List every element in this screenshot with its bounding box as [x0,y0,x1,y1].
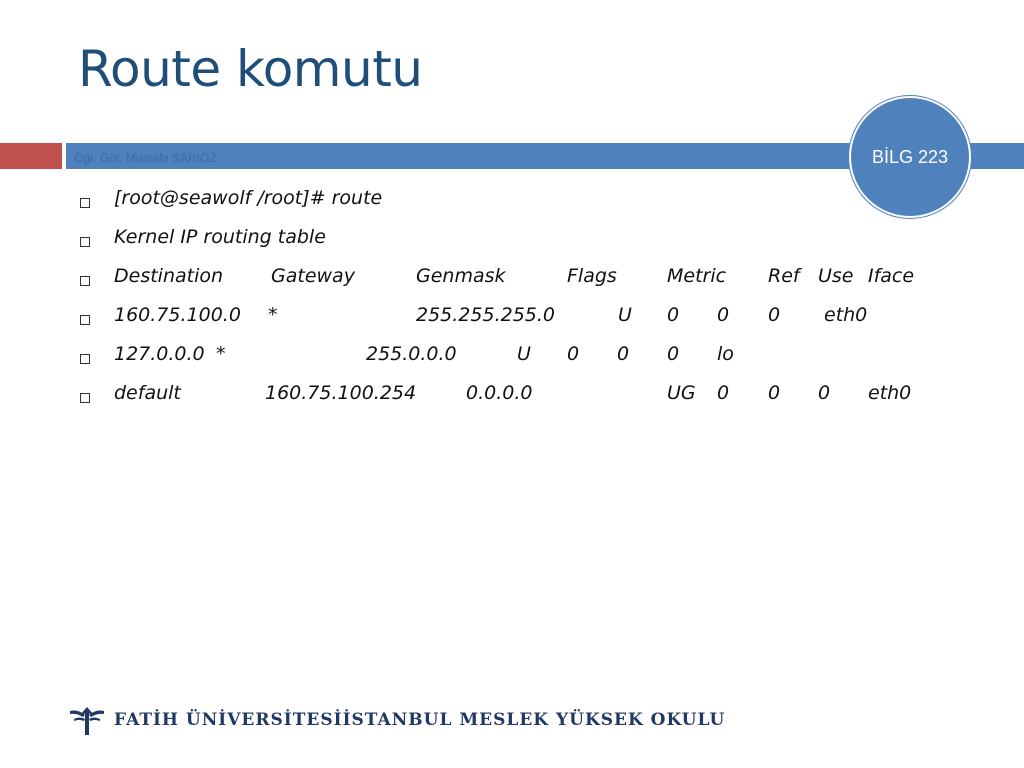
cell-flags: U [517,343,531,365]
cell-ref: 0 [768,382,781,404]
cell-gateway: 160.75.100.254 [265,382,417,404]
cell-use: 0 [818,382,831,404]
cell-gateway: * [268,304,278,326]
col-flags: Flags [567,265,617,287]
cell-gateway: * [216,343,226,365]
square-bullet-icon [80,237,90,247]
command-text: [root@seawolf /root]# route [114,187,383,209]
cell-use: 0 [667,343,680,365]
col-gateway: Gateway [271,265,355,287]
cell-flags: UG [667,382,696,404]
accent-bar-red [0,143,62,169]
col-ref: Ref [768,265,800,287]
course-badge [849,96,971,218]
square-bullet-icon [80,315,90,325]
col-use: Use [818,265,854,287]
cell-destination: default [114,382,181,404]
cell-iface: eth0 [824,304,868,326]
cell-genmask: 255.0.0.0 [366,343,457,365]
university-name: FATİH ÜNİVERSİTESİ [114,710,343,730]
author-label: Öğr. Gör. Mustafa SARIÖZ [74,151,217,165]
cell-ref: 0 [617,343,630,365]
square-bullet-icon [80,393,90,403]
cell-destination: 127.0.0.0 [114,343,205,365]
col-destination: Destination [114,265,224,287]
col-genmask: Genmask [416,265,506,287]
square-bullet-icon [80,198,90,208]
cell-metric: 0 [667,304,680,326]
cell-iface: eth0 [868,382,912,404]
cell-iface: lo [717,343,734,365]
slide-title: Route komutu [78,40,423,98]
course-code: BİLG 223 [871,146,949,167]
cell-ref: 0 [717,304,730,326]
cell-destination: 160.75.100.0 [114,304,241,326]
footer-branding [68,704,725,736]
tree-logo-icon [68,705,106,735]
square-bullet-icon [80,276,90,286]
caption-text: Kernel IP routing table [114,226,326,248]
school-name: İSTANBUL MESLEK YÜKSEK OKULU [342,710,726,730]
cell-metric: 0 [717,382,730,404]
square-bullet-icon [80,354,90,364]
col-metric: Metric [667,265,727,287]
cell-flags: U [618,304,632,326]
cell-genmask: 0.0.0.0 [466,382,533,404]
cell-use: 0 [768,304,781,326]
cell-genmask: 255.255.255.0 [416,304,556,326]
cell-metric: 0 [567,343,580,365]
col-iface: Iface [868,265,915,287]
